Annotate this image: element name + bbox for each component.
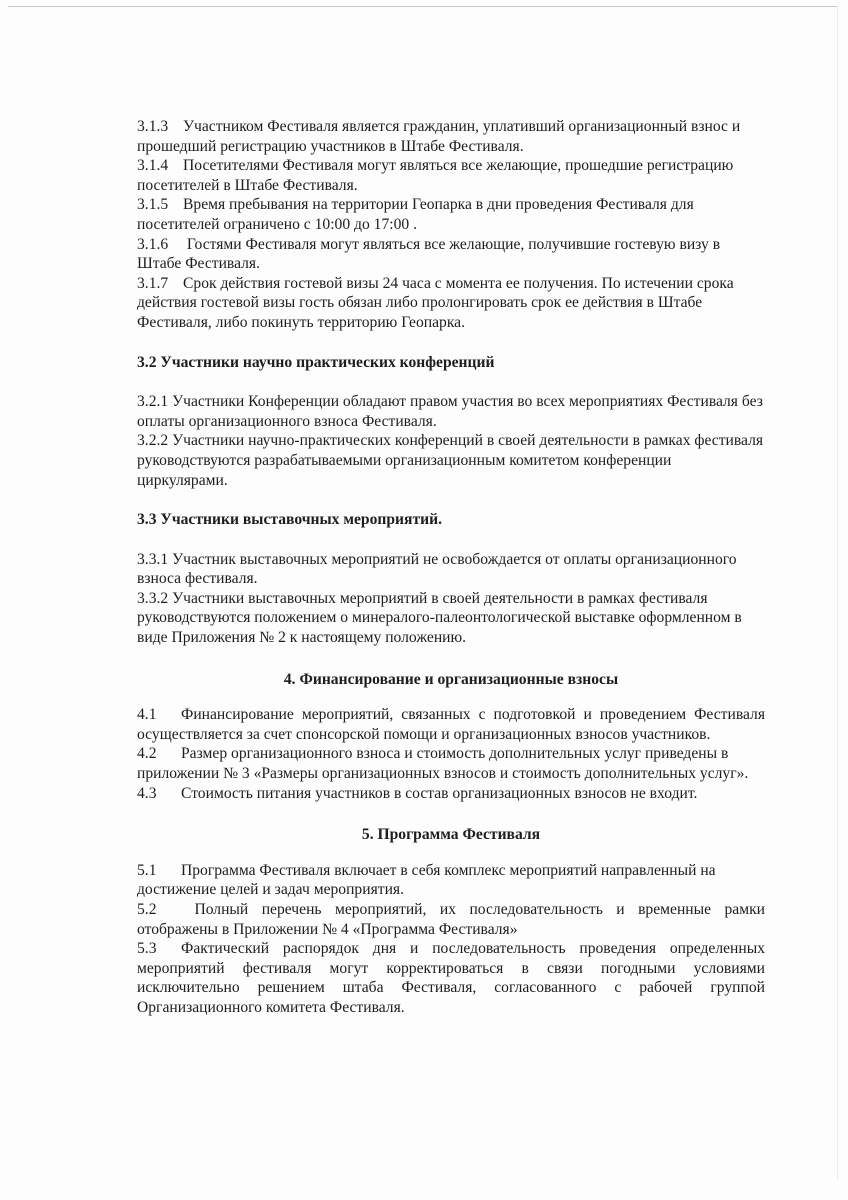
clause-number: 3.3.2: [137, 589, 169, 607]
clause-3-3-2: [137, 589, 765, 648]
document-page: [137, 117, 765, 1018]
clause-number: 3.3.1: [137, 550, 169, 568]
clause-text: Участники научно-практических конференций в своей деятельности в рамках фестиваля руководствуются разрабатываемыми организационным комитетом конференции циркулярами.: [137, 432, 764, 489]
heading-4: 4. Финансирование и организационные взносы: [283, 670, 619, 688]
clause-number: 3.1.6: [137, 235, 169, 253]
clause-number: 5.2: [137, 901, 157, 918]
clause-5-3: [137, 939, 765, 1017]
section-3-1: [137, 117, 765, 333]
clause-number: 4.1: [137, 706, 157, 724]
clause-number: 3.2.1: [137, 393, 169, 411]
clause-4-2: [137, 744, 765, 783]
section-5: [137, 861, 765, 1018]
clause-3-2-1: [137, 392, 765, 431]
clause-text: Посетителями Фестиваля могут являться все желающие, прошедшие регистрацию посетителей в Штабе Фестиваля.: [137, 157, 734, 194]
clause-3-2-2: [137, 431, 765, 490]
clause-5-2: [137, 900, 765, 939]
clause-number: 3.1.5: [137, 196, 169, 214]
clause-3-1-5: [137, 195, 765, 234]
clause-text: Участник выставочных мероприятий не освобождается от оплаты организационного взноса фестиваля.: [137, 550, 737, 588]
clause-3-1-7: [137, 274, 765, 333]
clause-text: Участники Конференции обладают правом участия во всех мероприятиях Фестиваля без оплаты организационного взноса Фестиваля.: [137, 393, 763, 430]
clause-text: Участником Фестиваля является гражданин, уплативший организационный взнос и прошедший регистрацию участников в Штабе Фестиваля.: [137, 118, 741, 155]
section-3-2: [137, 392, 765, 490]
clause-text: Срок действия гостевой визы 24 часа с момента ее получения. По истечении срока действия гостевой визы гость обязан либо пролонгировать срок ее действия в Штабе Фестиваля, либо покинуть территорию Геопарка.: [137, 274, 734, 331]
clause-4-1: [137, 705, 765, 744]
clause-number: 3.1.7: [137, 274, 169, 292]
clause-5-1: [137, 861, 765, 900]
clause-number: 4.2: [137, 745, 157, 763]
clause-text: Финансирование мероприятий, связанных с подготовкой и проведением Фестиваля осуществляется за счет спонсорской помощи и организационных взносов участников.: [137, 706, 765, 743]
heading-3-2: 3.2 Участники научно практических конференций: [137, 353, 495, 371]
section-3-3: [137, 550, 765, 648]
clause-number: 3.1.4: [137, 157, 169, 175]
clause-3-1-6: [137, 235, 765, 274]
heading-3-3: 3.3 Участники выставочных мероприятий.: [137, 511, 442, 529]
clause-text: Гостями Фестиваля могут являться все желающие, получившие гостевую визу в Штабе Фестиваля.: [137, 235, 721, 273]
clause-text: Размер организационного взноса и стоимость дополнительных услуг приведены в приложении № 3 «Размеры организационных взносов и стоимость дополнительных услуг».: [137, 745, 749, 783]
clause-text: Программа Фестиваля включает в себя комплекс мероприятий направленный на достижение целей и задач мероприятия.: [137, 861, 716, 899]
clause-3-1-3: [137, 117, 765, 156]
clause-3-3-1: [137, 550, 765, 589]
clause-4-3: [137, 784, 765, 804]
scan-edge-top: [8, 6, 838, 7]
clause-text: Фактический распорядок дня и последовательность проведения определенных мероприятий фестиваля могут корректироваться в связи погодными условиями исключительно решением штаба Фестиваля, согласованного с рабочей группой Организационного комитета Фестиваля.: [137, 940, 765, 1016]
clause-number: 3.1.3: [137, 118, 169, 135]
clause-number: 4.3: [137, 784, 157, 802]
clause-text: Полный перечень мероприятий, их последовательность и временные рамки отображены в Приложении № 4 «Программа Фестиваля»: [137, 901, 765, 938]
clause-text: Участники выставочных мероприятий в своей деятельности в рамках фестиваля руководствуются положением о минералого-палеонтологической выставке оформленном в виде Приложения № 2 к настоящему положению.: [137, 589, 742, 647]
scan-edge-right: [837, 6, 838, 1180]
clause-number: 5.3: [137, 940, 157, 958]
clause-text: Время пребывания на территории Геопарка в дни проведения Фестиваля для посетителей ограничено с 10:00 до 17:00 .: [137, 196, 694, 233]
clause-3-1-4: [137, 156, 765, 195]
heading-5: 5. Программа Фестиваля: [361, 826, 541, 844]
clause-number: 5.1: [137, 861, 157, 879]
clause-text: Стоимость питания участников в состав организационных взносов не входит.: [181, 784, 698, 802]
section-4: [137, 705, 765, 803]
clause-number: 3.2.2: [137, 432, 169, 450]
